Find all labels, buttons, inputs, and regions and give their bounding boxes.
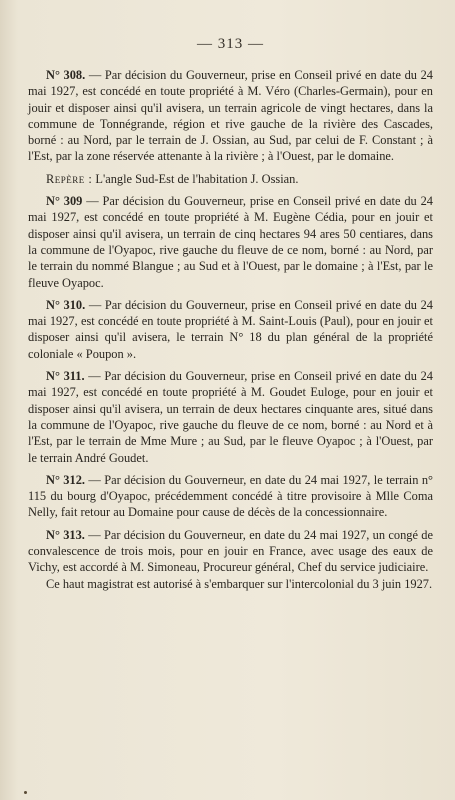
entry-313	[28, 527, 433, 592]
repere-text: L'angle Sud-Est de l'habitation J. Ossian.	[95, 171, 299, 186]
entry-text: — Par décision du Gouverneur, prise en Conseil privé en date du 24 mai 1927, est concédé en toute propriété à M. Eugène Cédia, pour en jouir et disposer ainsi qu'il avisera, un terrain de cinq hectares 94 ares 50 centiares, dans la commune de l'Oyapoc, rive gauche du fleuve de ce nom, borné : au Nord, par le terrain du nommé Blangue ; au Sud et à l'Ouest, par le domaine ; à l'Est, par le fleuve Oyapoc.	[28, 194, 433, 290]
closing-paragraph: Ce haut magistrat est autorisé à s'embarquer sur l'intercolonial du 3 juin 1927.	[46, 576, 433, 591]
page-number: — 313 —	[197, 36, 264, 52]
entry-312	[28, 472, 433, 521]
entry-number: N° 313.	[46, 527, 85, 542]
repere-label: Repère :	[46, 171, 93, 186]
entry-text: — Par décision du Gouverneur, prise en Conseil privé en date du 24 mai 1927, est concédé en toute propriété à M. Saint-Louis (Paul), pour en jouir et disposer ainsi qu'il avisera, le terrain N° 18 du plan général de la propriété coloniale « Poupon ».	[28, 297, 433, 361]
entry-text: — Par décision du Gouverneur, prise en Conseil privé en date du 24 mai 1927, est concédé en toute propriété à M. Véro (Charles-Germain), pour en jouir et disposer ainsi qu'il avisera, un terrain agricole de vingt hectares, dans la commune de Tonnégrande, région et rive gauche de la rivière des Cascades, borné : au Nord, par le terrain de J. Ossian, au Sud, par celui de F. Constant ; à l'Est, par la zone réservée attenante à la rivière ; à l'Ouest, par le domaine.	[28, 68, 433, 164]
entry-309	[28, 193, 433, 291]
entry-310	[28, 297, 433, 362]
entry-number: N° 310.	[46, 297, 86, 312]
entry-number: N° 308.	[46, 68, 86, 82]
entry-number: N° 309	[46, 194, 83, 209]
entry-311	[28, 368, 433, 466]
entry-308	[28, 67, 433, 165]
entry-number: N° 312.	[46, 472, 85, 487]
entry-text: — Par décision du Gouverneur, en date du 24 mai 1927, le terrain n° 115 du bourg d'Oyapoc, précédemment concédé à titre provisoire à Mlle Coma Nelly, fait retour au Domaine pour cause de décès de la concessionnaire.	[28, 472, 433, 520]
ink-speck	[24, 791, 27, 794]
entry-text: — Par décision du Gouverneur, prise en Conseil privé en date du 24 mai 1927, est concédé en toute propriété à M. Goudet Euloge, pour en jouir et disposer ainsi qu'il avisera, un terrain de deux hectares cinquante ares, situé dans la commune de l'Oyapoc, rive gauche du fleuve de ce nom, borné : au Nord et à l'Est, par le terrain de Mme Mure ; au Sud, par le fleuve Oyapoc ; à l'Ouest, par le terrain André Goudet.	[28, 369, 433, 465]
entry-text: — Par décision du Gouverneur, en date du 24 mai 1927, un congé de convalescence de trois mois, pour en jouir en France, avec usage des eaux de Vichy, est accordé à M. Simoneau, Procureur général, Chef du service judiciaire.	[28, 527, 433, 575]
repere-note	[28, 171, 433, 187]
entry-number: N° 311.	[46, 369, 85, 384]
